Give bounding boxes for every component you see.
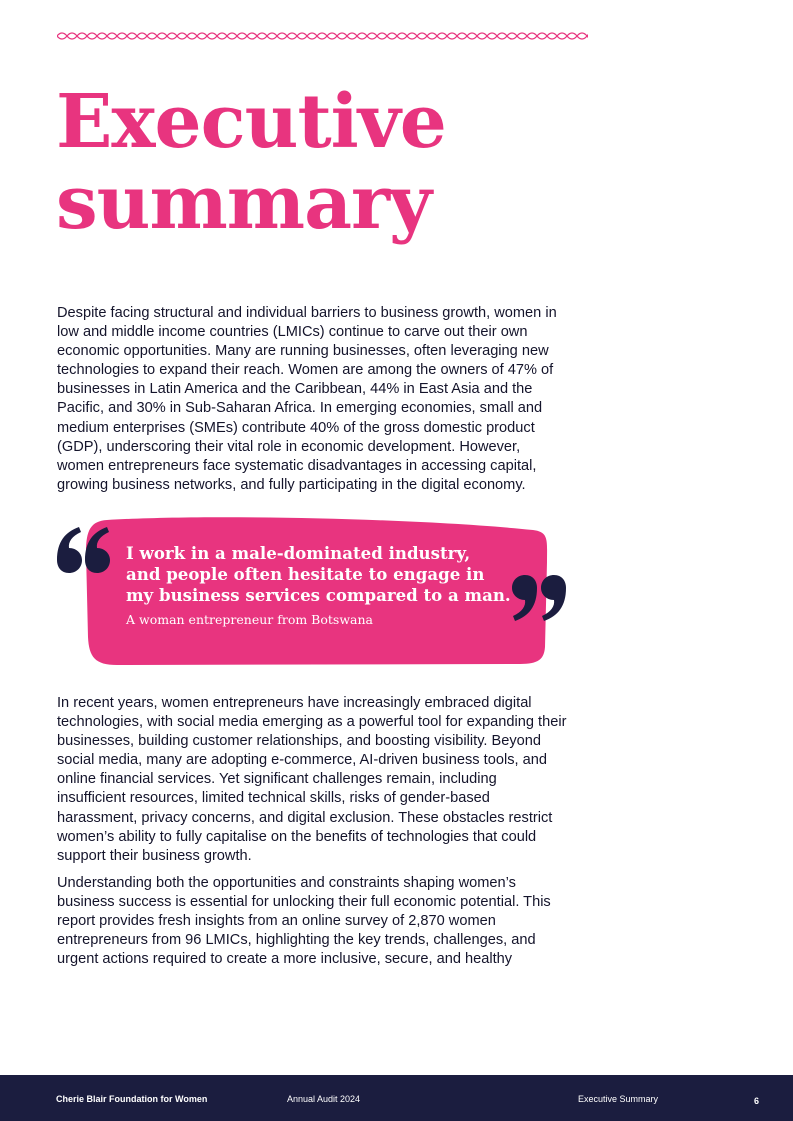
open-quote-icon	[57, 527, 110, 573]
quote-line-3: my business services compared to a man.	[126, 585, 511, 605]
quote-line-1: I work in a male-dominated industry,	[126, 543, 471, 563]
footer-report-title: Annual Audit 2024	[287, 1094, 361, 1104]
report-overview-paragraph: Understanding both the opportunities and constraints shaping women’s business success is essential for unlocking their full economic potential. This report provides fresh insights from an online survey of 2,870 women entrepreneurs from 96 LMICs, highlighting the key trends, challenges, and urgent actions required to create a more inclusive, secure, and healthy	[57, 875, 551, 968]
quote-attribution: A woman entrepreneur from Botswana	[126, 612, 373, 627]
footer-organization: Cherie Blair Foundation for Women	[56, 1094, 208, 1104]
page-title	[56, 79, 446, 246]
page-title-line-1: Executive	[56, 79, 446, 165]
page-number: 6	[754, 1096, 760, 1106]
zigzag-divider	[57, 29, 588, 43]
intro-paragraph: Despite facing structural and individual barriers to business growth, women in low and middle income countries (LMICs) continue to carve out their own economic opportunities. Many are running businesses, often leveraging new technologies to expand their reach. Women are among the owners of 47% of businesses in Latin America and the Caribbean, 44% in East Asia and the Pacific, and 30% in Sub-Saharan Africa. In emerging economies, small and medium enterprises (SMEs) contribute 40% of the gross domestic product (GDP), underscoring their vital role in economic development. However, women entrepreneurs face systematic disadvantages in accessing capital, growing business networks, and fully participating in the digital economy.	[57, 305, 557, 493]
digital-adoption-paragraph: In recent years, women entrepreneurs have increasingly embraced digital technologies, with social media emerging as a powerful tool for expanding their businesses, building customer relationships, and boosting visibility. Beyond social media, many are adopting e-commerce, AI-driven business tools, and online financial services. Yet significant challenges remain, including insufficient resources, limited technical skills, risks of gender-based harassment, privacy concerns, and digital exclusion. These obstacles restrict women’s ability to fully capitalise on the benefits of technologies that could support their business growth.	[57, 695, 567, 864]
quote-text	[126, 543, 516, 606]
footer-section-title: Executive Summary	[578, 1094, 659, 1104]
pull-quote	[55, 512, 575, 672]
quote-line-2: and people often hesitate to engage in	[126, 564, 485, 584]
page-footer	[0, 1075, 793, 1121]
page-title-line-2: summary	[56, 160, 431, 246]
